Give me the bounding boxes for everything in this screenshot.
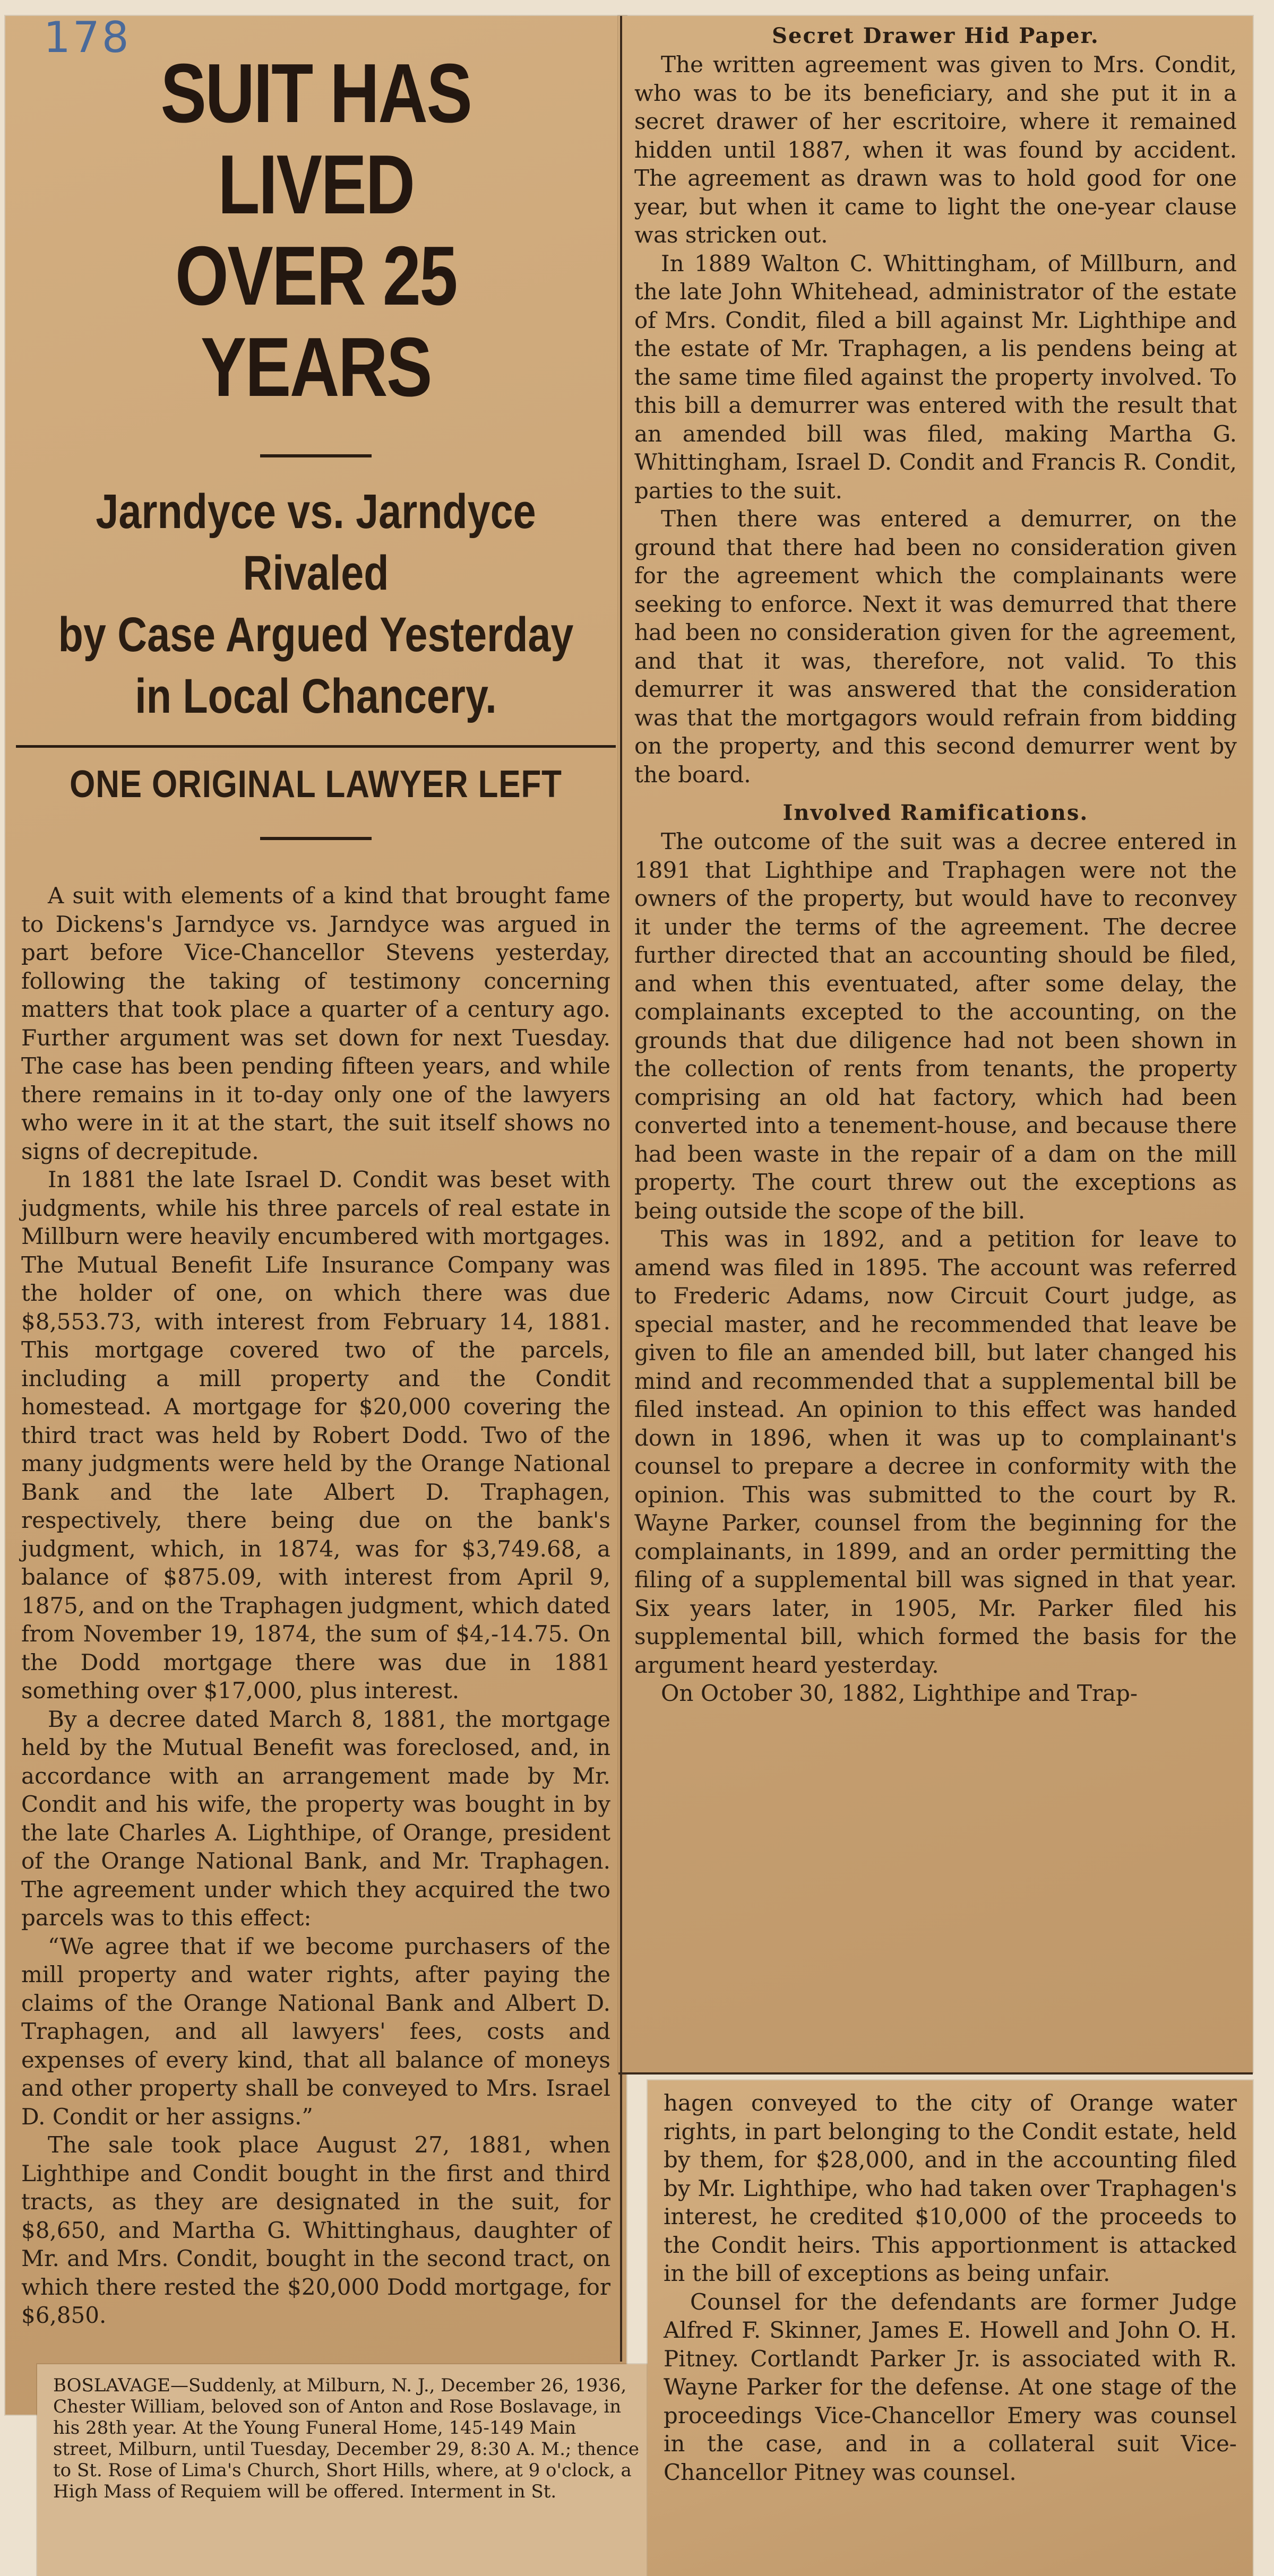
subheadline — [5, 481, 626, 727]
article-column-1 — [5, 881, 626, 2330]
headline — [5, 48, 626, 413]
deck: ONE ORIGINAL LAWYER LEFT — [70, 763, 562, 806]
paragraph: The outcome of the suit was a decree entered in 1891 that Lighthipe and Traphagen were not the owners of the property, but would have to reconvey it under the terms of the agreement. The decree further directed that an accounting should be filed, and when this eventuated, after some delay, the complainants excepted to the accounting, on the grounds that due diligence had not been shown in the collection of rents from tenants, the property comprising an old hat factory, which had been converted into a tenement-house, and because there had been waste in the repair of a dam on the mill property. The court threw out the exceptions as being outside the scope of the bill. — [634, 828, 1237, 1224]
article-column-3 — [648, 2080, 1253, 2486]
headline-line-1: SUIT HAS LIVED — [160, 47, 471, 231]
obituary — [37, 2364, 653, 2502]
paragraph: hagen conveyed to the city of Orange water rights, in part belonging to the Condit estate, held by them, for $28,000, and in the accounting filed by Mr. Lighthipe, who had taken over Traphagen's interest, he credited $10,000 of the proceeds to the Condit heirs. This apportionment is attacked in the bill of exceptions as being unfair. — [664, 2090, 1237, 2286]
paragraph: On October 30, 1882, Lighthipe and Trap- — [661, 1680, 1138, 1706]
paragraph: “We agree that if we become purchasers of the mill property and water rights, after paying the claims of the Orange National Bank and Albert D. Traphagen, and all lawyers' fees, costs and expenses of every kind, that all balance of moneys and other property shall be conveyed to Mrs. Israel D. Condit or her assigns.” — [21, 1933, 610, 2130]
paragraph: By a decree dated March 8, 1881, the mortgage held by the Mutual Benefit was foreclosed, and, in accordance with an arrangement made by Mr. Condit and his wife, the property was bought in by the late Charles A. Lighthipe, of Orange, president of the Orange National Bank, and Mr. Traphagen. The agreement under which they acquired the two parcels was to this effect: — [21, 1706, 610, 1931]
paragraph: Then there was entered a demurrer, on the ground that there had been no consideration given for the agreement which the complainants were seeking to enforce. Next it was demurred that there had been no consideration given for the agreement, and that it was, therefore, not valid. To this demurrer it was answered that the consideration was that the mortgagors would refrain from bidding on the property, and this second demurrer went by the board. — [634, 506, 1237, 788]
section-subhead: Involved Ramifications. — [782, 800, 1089, 825]
paragraph: In 1881 the late Israel D. Condit was beset with judgments, while his three parcels of real estate in Millburn were heavily encumbered with mortgages. The Mutual Benefit Life Insurance Company was the holder of one, on which there was due $8,553.73, with interest from February 14, 1881. This mortgage covered two of the parcels, including a mill property and the Condit homestead. A mortgage for $20,000 covering the third tract was held by Robert Dodd. Two of the many judgments were held by the Orange National Bank and the late Albert D. Traphagen, respectively, there being due on the bank's judgment, which, in 1874, was for $3,749.68, a balance of $875.09, with interest from April 9, 1875, and on the Traphagen judgment, which dated from November 19, 1874, the sum of $4,-14.75. On the Dodd mortgage there was due in 1881 something over $17,000, plus interest. — [21, 1166, 610, 1704]
paragraph: The written agreement was given to Mrs. Condit, who was to be its beneficiary, and she put it in a secret drawer of her escritoire, where it remained hidden until 1887, when it was found by accident. The agreement as drawn was to hold good for one year, but when it came to light the one-year clause was stricken out. — [634, 51, 1237, 248]
left-clipping — [5, 16, 626, 2415]
handwritten-number: 178 — [44, 16, 131, 62]
subheadline-line-1: Jarndyce vs. Jarndyce Rivaled — [96, 485, 536, 600]
deck-rule — [260, 837, 372, 840]
headline-rule — [260, 454, 372, 457]
right-clipping-bottom — [648, 2080, 1253, 2576]
paragraph: In 1889 Walton C. Whittingham, of Millburn, and the late John Whitehead, administrator of the estate of Mrs. Condit, filed a bill against Mr. Lighthipe and the estate of Mr. Traphagen, a lis pendens being at the same time filed against the property involved. To this bill a demurrer was entered with the result that an amended bill was filed, making Martha G. Whittingham, Israel D. Condit and Francis R. Condit, parties to the suit. — [634, 250, 1237, 504]
paragraph: This was in 1892, and a petition for leave to amend was filed in 1895. The account was referred to Frederic Adams, now Circuit Court judge, as special master, and he recommended that leave be given to file an amended bill, but later changed his mind and recommended that a supplemental bill be filed instead. An opinion to this effect was handed down in 1896, when it was up to complainant's counsel to prepare a decree in conformity with the opinion. This was submitted to the court by R. Wayne Parker, counsel from the beginning for the complainants, in 1899, and an order permitting the filing of a supplemental bill was signed in that year. Six years later, in 1905, Mr. Parker filed his supplemental bill, which formed the basis for the argument heard yesterday. — [634, 1226, 1237, 1678]
paragraph: Counsel for the defendants are former Judge Alfred F. Skinner, James E. Howell and John O. H. Pitney. Cortlandt Parker Jr. is associated with R. Wayne Parker for the defense. At one stage of the proceedings Vice-Chancellor Emery was counsel in the case, and in a collateral suit Vice-Chancellor Pitney was counsel. — [664, 2288, 1237, 2485]
column-divider — [620, 16, 622, 2362]
subheadline-line-3: in Local Chancery. — [135, 669, 497, 723]
paragraph: The sale took place August 27, 1881, when Lighthipe and Condit bought in the first and third tracts, as they are designated in the suit, for $8,650, and Martha G. Whittinghaus, daughter of Mr. and Mrs. Condit, bought in the second tract, on which there rested the $20,000 Dodd mortgage, for $6,850. — [21, 2132, 610, 2328]
paragraph: A suit with elements of a kind that brought fame to Dickens's Jarndyce vs. Jarndyce was argued in part before Vice-Chancellor Stevens yesterday, following the taking of testimony concerning matters that took place a quarter of a century ago. Further argument was set down for next Tuesday. The case has been pending fifteen years, and while there remains in it to-day only one of the lawyers who were in it at the start, the suit itself shows no signs of decrepitude. — [21, 883, 610, 1164]
obituary-clipping — [37, 2364, 653, 2576]
subheadline-line-2: by Case Argued Yesterday — [58, 608, 574, 662]
section-divider — [618, 2072, 1253, 2074]
article-column-2 — [618, 16, 1253, 1708]
right-clipping-top — [618, 16, 1253, 2072]
section-subhead: Secret Drawer Hid Paper. — [772, 23, 1099, 48]
obituary-text: BOSLAVAGE—Suddenly, at Milburn, N. J., December 26, 1936, Chester William, beloved son of Anton and Rose Boslavage, in his 28th year. At the Young Funeral Home, 145-149 Main street, Milburn, until Tuesday, December 29, 8:30 A. M.; thence to St. Rose of Lima's Church, Short Hills, where, at 9 o'clock, a High Mass of Requiem will be offered. Interment in St. — [53, 2375, 639, 2502]
deck-top-rule — [16, 745, 616, 748]
headline-line-2: OVER 25 YEARS — [175, 229, 457, 414]
